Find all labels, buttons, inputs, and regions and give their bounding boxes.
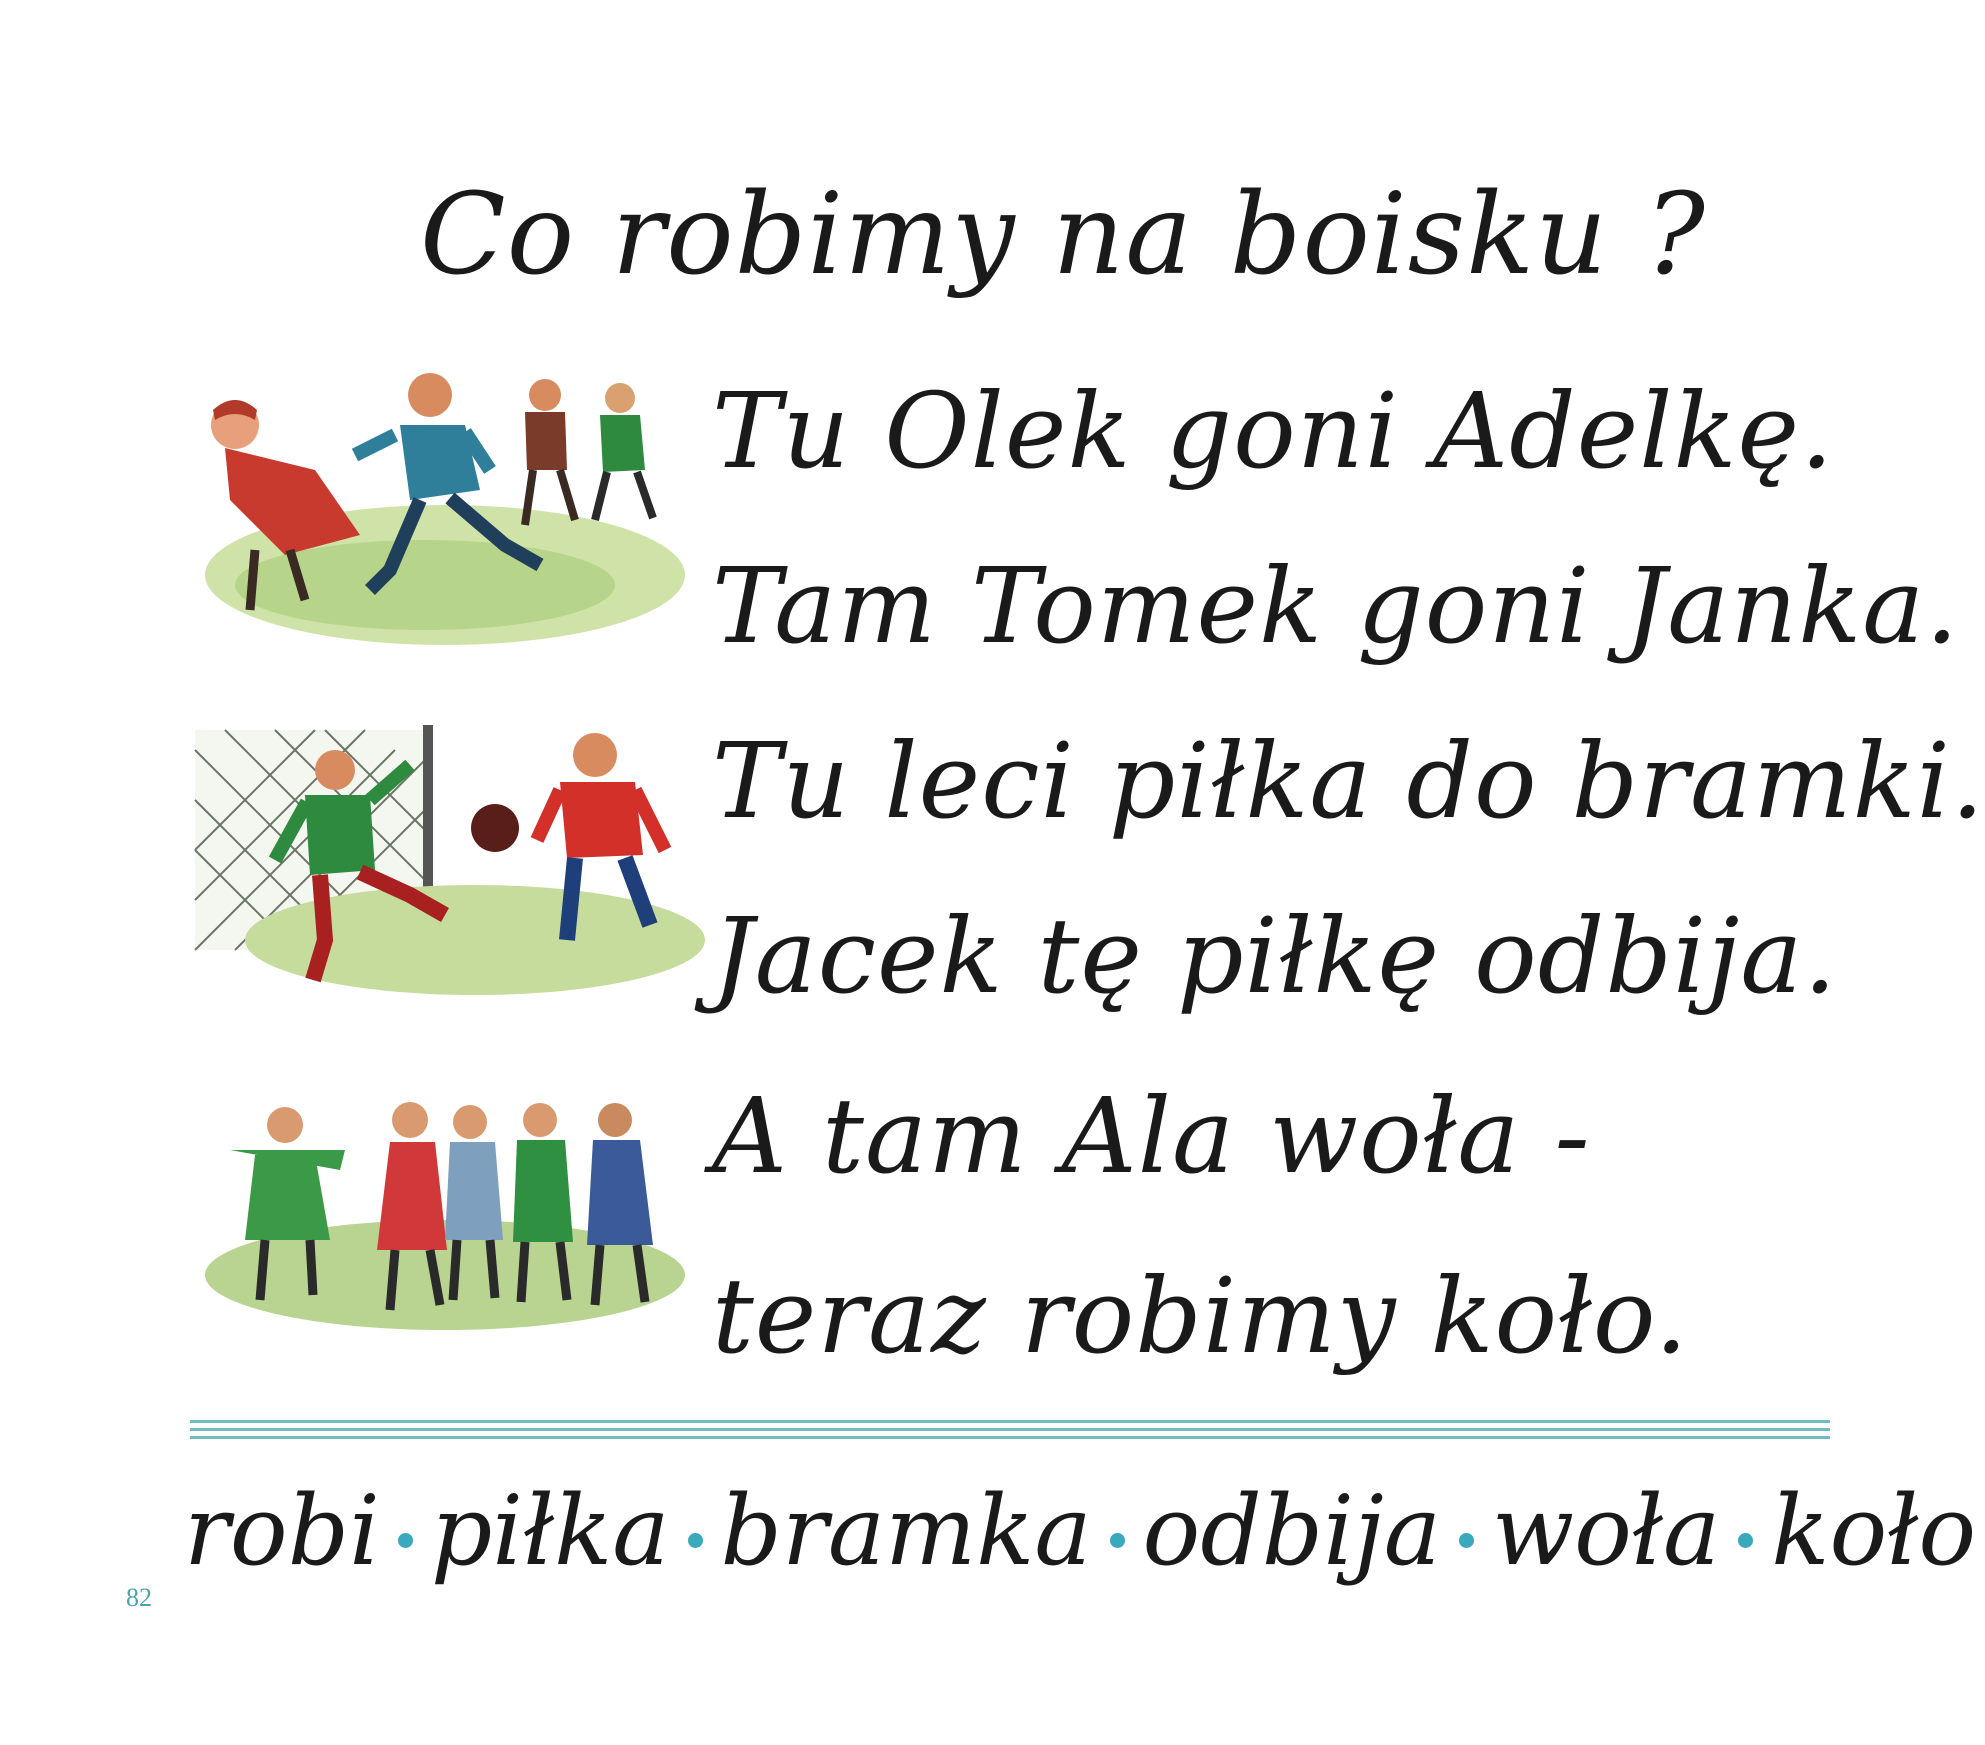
vocabulary-word: bramka	[720, 1475, 1092, 1587]
bullet-dot-icon	[1459, 1533, 1474, 1548]
children-chasing-illustration	[195, 360, 685, 650]
divider-rule	[190, 1420, 1830, 1444]
vocabulary-word: odbija	[1142, 1475, 1441, 1587]
children-circle-illustration	[195, 1080, 685, 1330]
text-line: Tu Olek goni Adelkę.	[712, 370, 1835, 492]
text-line: A tam Ala woła -	[712, 1075, 1591, 1197]
bullet-dot-icon	[1110, 1533, 1125, 1548]
text-line: teraz robimy koło.	[712, 1255, 1689, 1377]
bullet-dot-icon	[1738, 1533, 1753, 1548]
text-line: Tam Tomek goni Janka.	[712, 545, 1960, 667]
boys-playing-football-illustration	[195, 710, 685, 1000]
bullet-dot-icon	[398, 1533, 413, 1548]
page-title: Co robimy na boisku ?	[420, 170, 1706, 300]
vocabulary-word: piłka	[430, 1475, 670, 1587]
vocabulary-word: robi	[184, 1475, 380, 1587]
vocabulary-word: koło	[1771, 1475, 1977, 1587]
text-line: Jacek tę piłkę odbija.	[712, 895, 1838, 1017]
vocabulary-row	[180, 1475, 1980, 1587]
text-line: Tu leci piłka do bramki.	[712, 720, 1985, 842]
page-number: 82	[126, 1583, 152, 1612]
bullet-dot-icon	[688, 1533, 703, 1548]
vocabulary-word: woła	[1491, 1475, 1721, 1587]
